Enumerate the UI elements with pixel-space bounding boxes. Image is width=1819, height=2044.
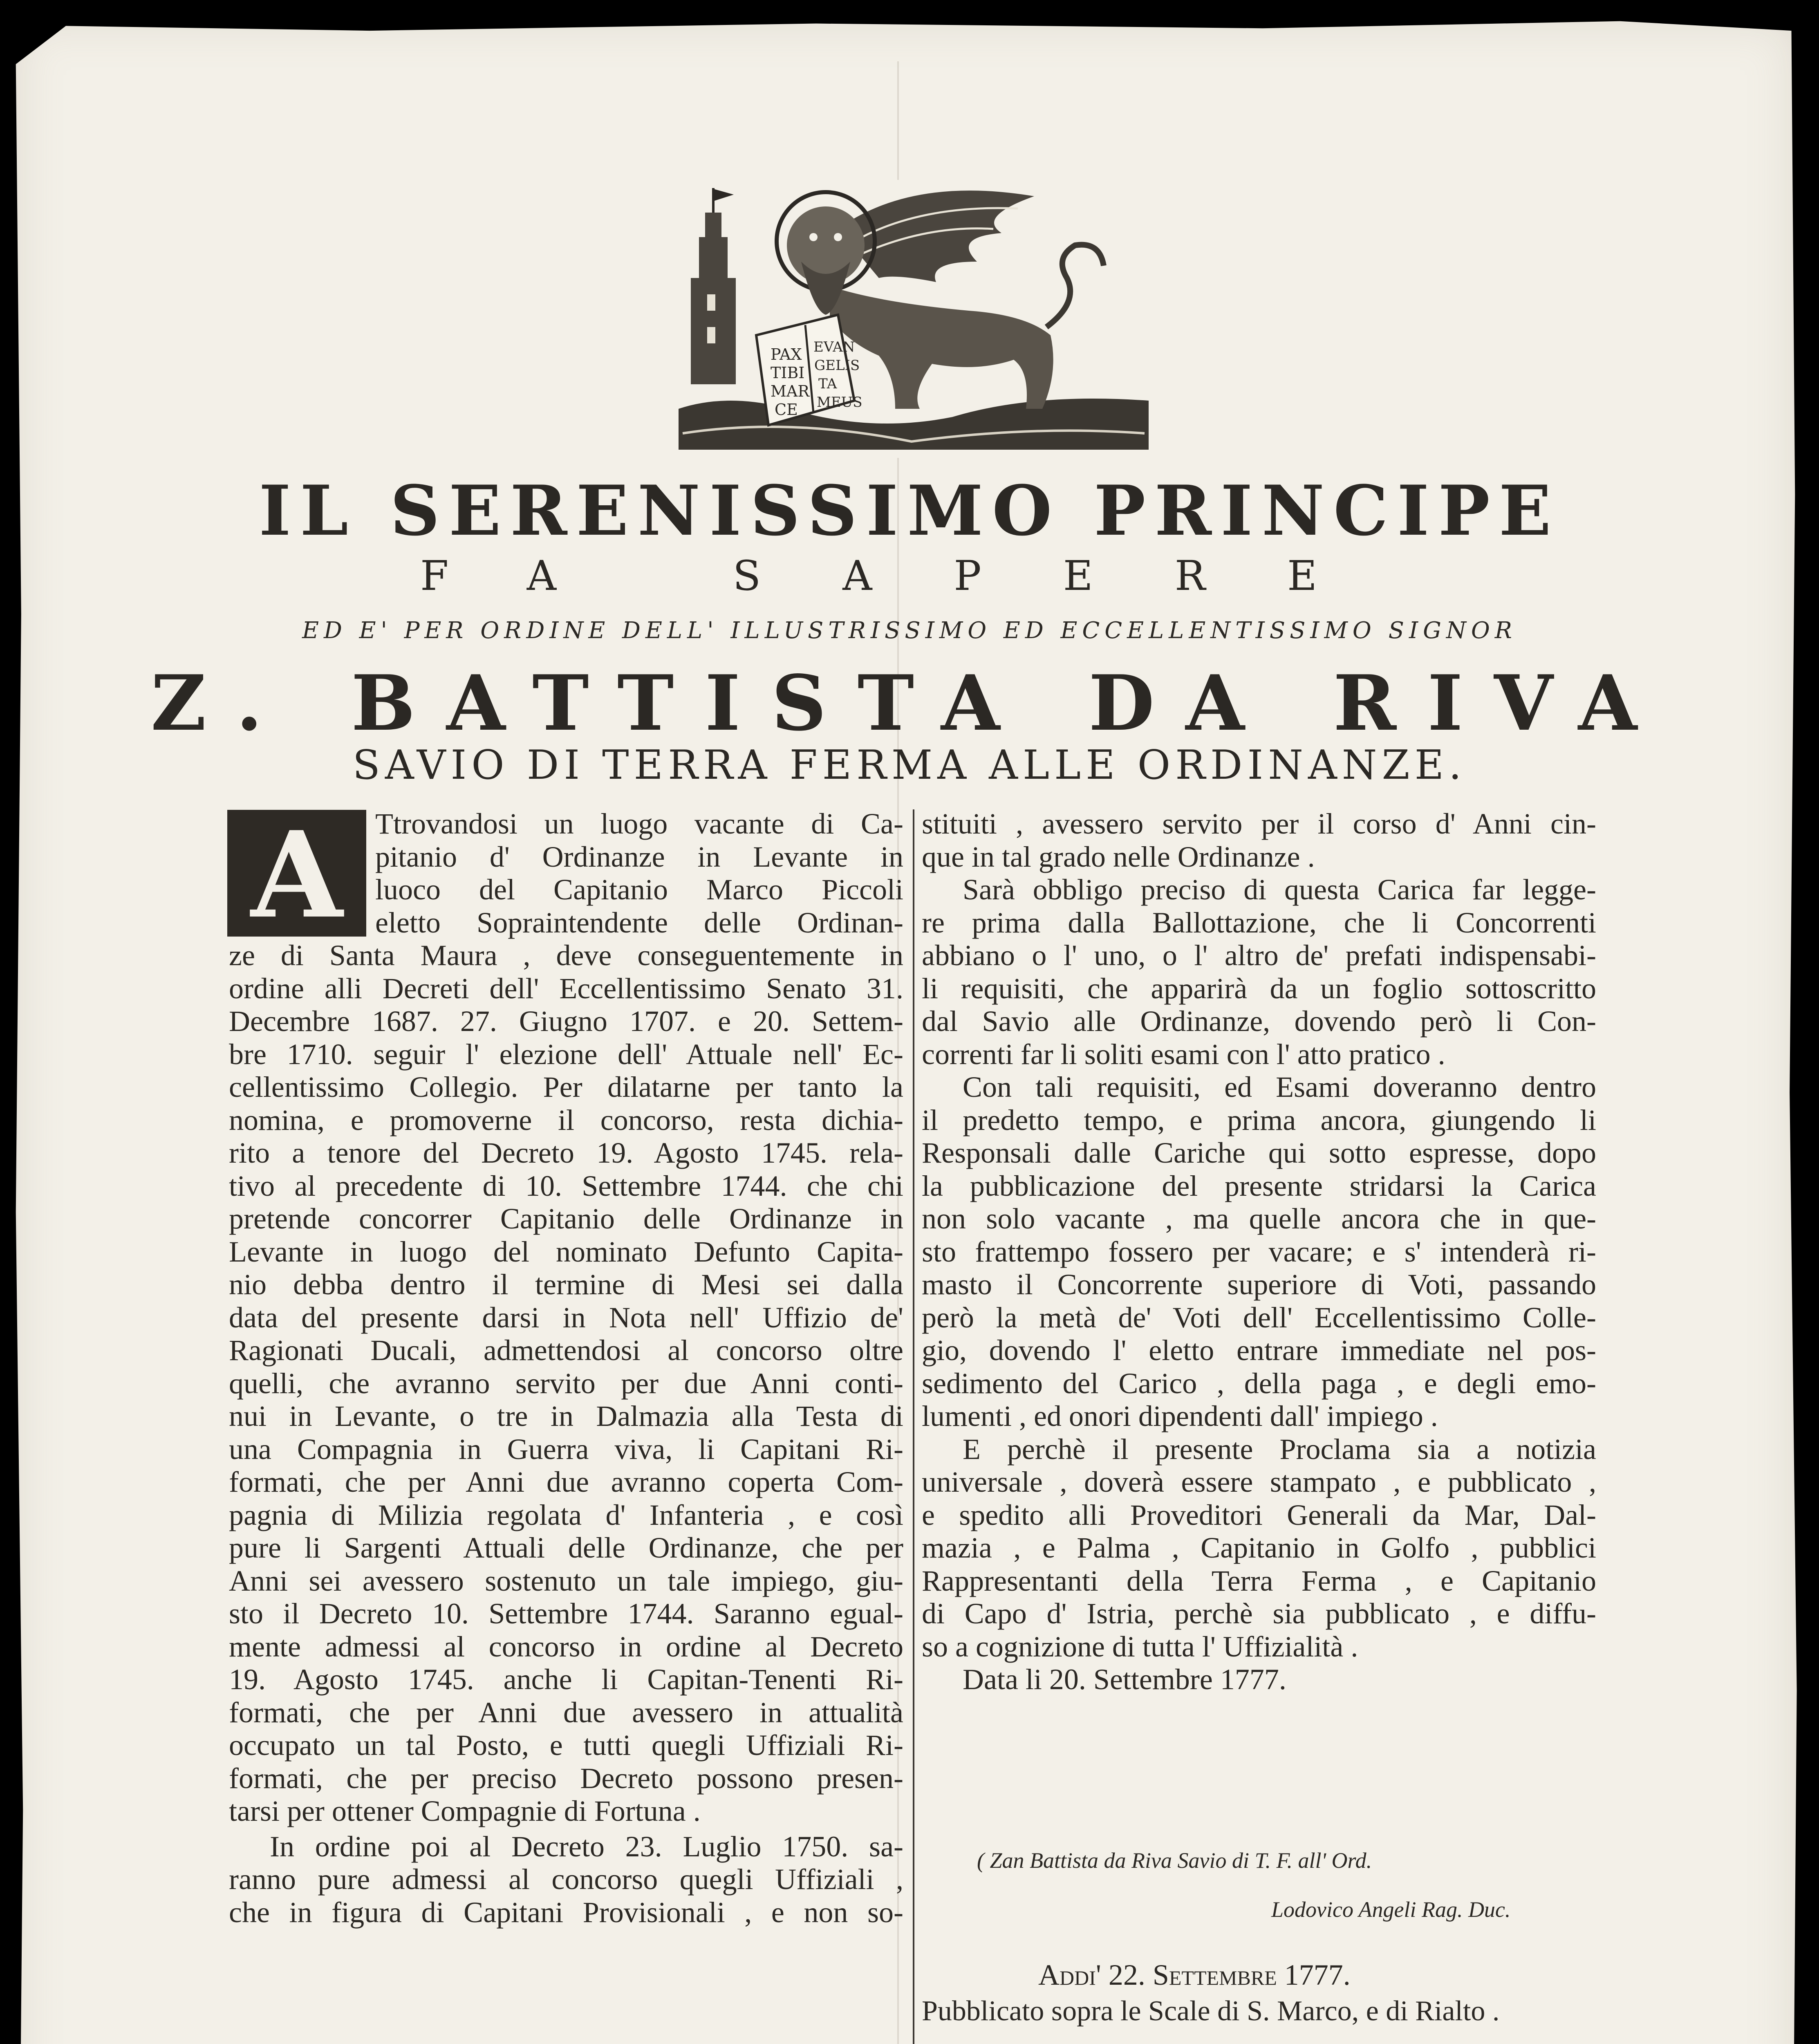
official-office: SAVIO DI TERRA FERMA ALLE ORDINANZE. (352, 742, 1467, 789)
signature-ragionato: Lodovico Angeli Rag. Duc. (1271, 1897, 1511, 1922)
right-paragraph-1: stituiti , avessero servito per il corso d' Anni cin- que in tal grado nelle Ordinanze . (922, 807, 1596, 873)
proclamation-subtitle: FA SAPERE (420, 552, 1399, 600)
left-paragraph-1: Ttrovandosi un luogo vacante di Ca- pitanio d' Ordinanze in Levante in luoco del Capitanio Marco Piccoli eletto Sopraintendente delle Ordinan- ze di Santa Maura , deve conseguentemente in ordine alli Decreti dell' Eccellentissimo Senato 31. Decembre 1687. 27. Giugno 1707. e 20. Settem- bre 1710. seguir l' elezione dell' Attuale nell' Ec- cellentissimo Collegio. Per dilatarne per tanto la nomina, e promoverne il concorso, resta dichia- rito a tenore del Decreto 19. Agosto 1745. rela- tivo al precedente di 10. Settembre 1744. che chi pretende concorrer Capitanio delle Ordinanze in Levante in luogo del nominato Defunto Capita- nio debba dentro il termine di Mesi sei dalla data del presente darsi in Nota nell' Uffizio de' Ragionati Ducali, admettendosi al concorso oltre quelli, che avranno servito per due Anni conti- nui in Levante, o tre in Dalmazia alla Testa di una Compagnia in Guerra viva, li Capitani Ri- formati, che per Anni due avranno coperta Com- pagnia di Milizia regolata d' Infanteria , e così pure li Sargenti Attuali delle Ordinanze, che per Anni sei avessero sostenuto un tale impiego, giu- sto il Decreto 10. Settembre 1744. Saranno egual- mente admessi al concorso in ordine al Decreto 19. Agosto 1745. anche li Capitan-Tenenti Ri- formati, che per Anni due avessero in attualità occupato un tal Posto, e tutti quegli Uffiziali Ri- formati, che per preciso Decreto possono presen- tarsi per ottener Compagnie di Fortuna . (229, 807, 903, 1827)
order-line: ED E' PER ORDINE DELL' ILLUSTRISSIMO ED ECCELLENTISSIMO SIGNOR (302, 617, 1517, 644)
proclamation-title: IL SERENISSIMO PRINCIPE (259, 470, 1560, 551)
column-divider (913, 809, 914, 2044)
publication-place: Pubblicato sopra le Scale di S. Marco, e di Rialto . (922, 1995, 1500, 2027)
left-paragraph-2: In ordine poi al Decreto 23. Luglio 1750. sa- ranno pure admessi al concorso quegli Uffiziali , che in figura di Capitani Provisionali , e non so- (229, 1830, 903, 1929)
right-column (922, 807, 1596, 1696)
decorated-initial: A (227, 810, 366, 937)
right-paragraph-2: Sarà obbligo preciso di questa Carica far legge- re prima dalla Ballottazione, che li Concorrenti abbiano o l' uno, o l' altro de' prefati indispensabi- li requisiti, che apparirà da un foglio sottoscritto dal Savio alle Ordinanze, dovendo però li Con- correnti far li soliti esami con l' atto pratico . (922, 873, 1596, 1071)
date-line: Data li 20. Settembre 1777. (963, 1663, 1286, 1696)
publication-date: Addi' 22. Settembre 1777. (1038, 1959, 1351, 1991)
svg-text:PAX: PAX (771, 345, 802, 363)
right-paragraph-3: Con tali requisiti, ed Esami doveranno dentro il predetto tempo, e prima ancora, giungendo li Responsali dalle Cariche qui sotto espresse, dopo la pubblicazione del presente stridarsi la Carica non solo vacante , ma quelle ancora che in que- sto frattempo fossero per vacare; e s' intenderà ri- masto il Concorrente superiore di Voti, passando però la metà de' Voti dell' Eccellentissimo Colle- gio, dovendo l' eletto entrare immediate nel pos- sedimento del Carico , della paga , e degli emo- lumenti , ed onori dipendenti dall' impiego . (922, 1071, 1596, 1432)
right-paragraph-4: E perchè il presente Proclama sia a notizia universale , doverà essere stampato , e pubblicato , e spedito alli Proveditori Generali da Mar, Dal- mazia , e Palma , Capitanio in Golfo , pubblici Rappresentanti della Terra Ferma , e Capitanio di Capo d' Istria, perchè sia pubblicato , e diffu- so a cognizione di tutta l' Uffizialità . (922, 1432, 1596, 1663)
svg-text:MAR: MAR (771, 382, 809, 400)
svg-text:CE: CE (775, 401, 798, 419)
svg-text:GELIS: GELIS (814, 357, 860, 374)
svg-text:EVAN: EVAN (813, 339, 855, 355)
official-name: Z. BATTISTA DA RIVA (150, 658, 1669, 748)
svg-text:TIBI: TIBI (771, 364, 805, 382)
svg-text:MEUS: MEUS (817, 394, 862, 410)
svg-text:TA: TA (818, 376, 837, 392)
left-column (229, 807, 903, 1929)
signature-savio: ( Zan Battista da Riva Savio di T. F. all' Ord. (977, 1848, 1372, 1873)
lion-of-saint-mark-icon (666, 180, 1157, 458)
